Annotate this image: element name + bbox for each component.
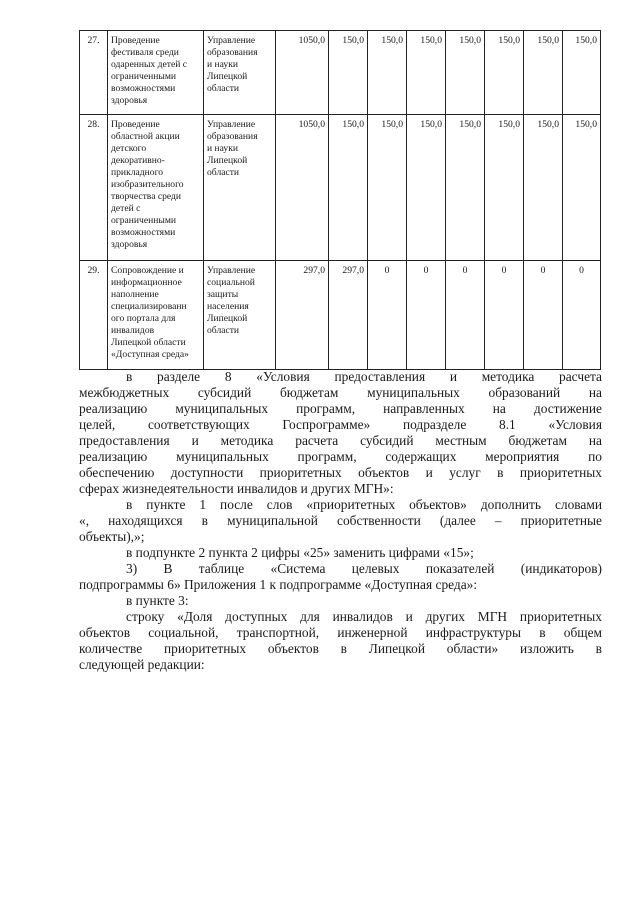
value-cell: 150,0 bbox=[485, 115, 524, 261]
executor-name: Управление социальной защиты населения Липецкой области bbox=[204, 261, 276, 370]
text-line: «, находящихся в муниципальной собственности (далее – приоритетные bbox=[79, 513, 602, 528]
value-cell: 0 bbox=[563, 261, 601, 370]
text-line: обеспечению доступности приоритетных объектов и услуг в приоритетных bbox=[79, 465, 602, 480]
measures-table bbox=[79, 30, 601, 370]
value-cell: 150,0 bbox=[524, 115, 563, 261]
row-number: 29. bbox=[80, 261, 108, 370]
value-cell: 0 bbox=[485, 261, 524, 370]
value-cell: 1050,0 bbox=[276, 31, 329, 115]
text-line: целей, соответствующих Госпрограмме» подразделе 8.1 «Условия bbox=[79, 417, 602, 432]
text-line: в разделе 8 «Условия предоставления и методика расчета bbox=[126, 369, 602, 384]
text-line: реализацию муниципальных программ, содержащих мероприятия по bbox=[79, 449, 602, 464]
text-line: в пункте 3: bbox=[126, 593, 189, 608]
row-number: 28. bbox=[80, 115, 108, 261]
value-cell: 150,0 bbox=[563, 115, 601, 261]
text-line: межбюджетных субсидий бюджетам муниципальных образований на bbox=[79, 385, 602, 400]
text-line: следующей редакции: bbox=[79, 657, 205, 672]
value-cell: 150,0 bbox=[407, 31, 446, 115]
value-cell: 150,0 bbox=[563, 31, 601, 115]
text-line: подпрограммы 6» Приложения 1 к подпрограмме «Доступная среда»: bbox=[79, 577, 478, 592]
text-line: реализацию муниципальных программ, направленных на достижение bbox=[79, 401, 602, 416]
table-row bbox=[80, 115, 601, 261]
value-cell: 0 bbox=[524, 261, 563, 370]
row-number: 27. bbox=[80, 31, 108, 115]
text-line: количестве приоритетных объектов в Липецкой области» изложить в bbox=[79, 641, 602, 656]
text-line: объекты),»; bbox=[79, 529, 145, 544]
executor-name: Управление образования и науки Липецкой области bbox=[204, 31, 276, 115]
value-cell: 150,0 bbox=[329, 115, 368, 261]
value-cell: 150,0 bbox=[368, 115, 407, 261]
text-line: объектов социальной, транспортной, инженерной инфраструктуры в общем bbox=[79, 625, 602, 640]
table-row bbox=[80, 261, 601, 370]
text-line: 3) В таблице «Система целевых показателей (индикаторов) bbox=[126, 561, 602, 576]
event-name: Сопровождение и информационное наполнение специализированн ого портала для инвалидов Липецкой области «Доступная среда» bbox=[108, 261, 204, 370]
value-cell: 0 bbox=[407, 261, 446, 370]
event-name: Проведение областной акции детского декоративно- прикладного изобразительного творчества среди детей с ограниченными возможностями здоровья bbox=[108, 115, 204, 261]
value-cell: 150,0 bbox=[329, 31, 368, 115]
executor-name: Управление образования и науки Липецкой области bbox=[204, 115, 276, 261]
text-line: строку «Доля доступных для инвалидов и других МГН приоритетных bbox=[126, 609, 602, 624]
value-cell: 150,0 bbox=[407, 115, 446, 261]
event-name: Проведение фестиваля среди одаренных детей с ограниченными возможностями здоровья bbox=[108, 31, 204, 115]
text-line: сферах жизнедеятельности инвалидов и других МГН»: bbox=[79, 481, 394, 496]
value-cell: 150,0 bbox=[446, 31, 485, 115]
value-cell: 1050,0 bbox=[276, 115, 329, 261]
text-line: в пункте 1 после слов «приоритетных объектов» дополнить словами bbox=[126, 497, 602, 512]
value-cell: 150,0 bbox=[446, 115, 485, 261]
amendment-text bbox=[79, 369, 602, 673]
table-row bbox=[80, 31, 601, 115]
value-cell: 150,0 bbox=[485, 31, 524, 115]
text-line: предоставления и методика расчета субсидий местным бюджетам на bbox=[79, 433, 602, 448]
value-cell: 150,0 bbox=[524, 31, 563, 115]
value-cell: 297,0 bbox=[329, 261, 368, 370]
value-cell: 297,0 bbox=[276, 261, 329, 370]
text-line: в подпункте 2 пункта 2 цифры «25» заменить цифрами «15»; bbox=[126, 545, 474, 560]
value-cell: 0 bbox=[368, 261, 407, 370]
value-cell: 0 bbox=[446, 261, 485, 370]
value-cell: 150,0 bbox=[368, 31, 407, 115]
